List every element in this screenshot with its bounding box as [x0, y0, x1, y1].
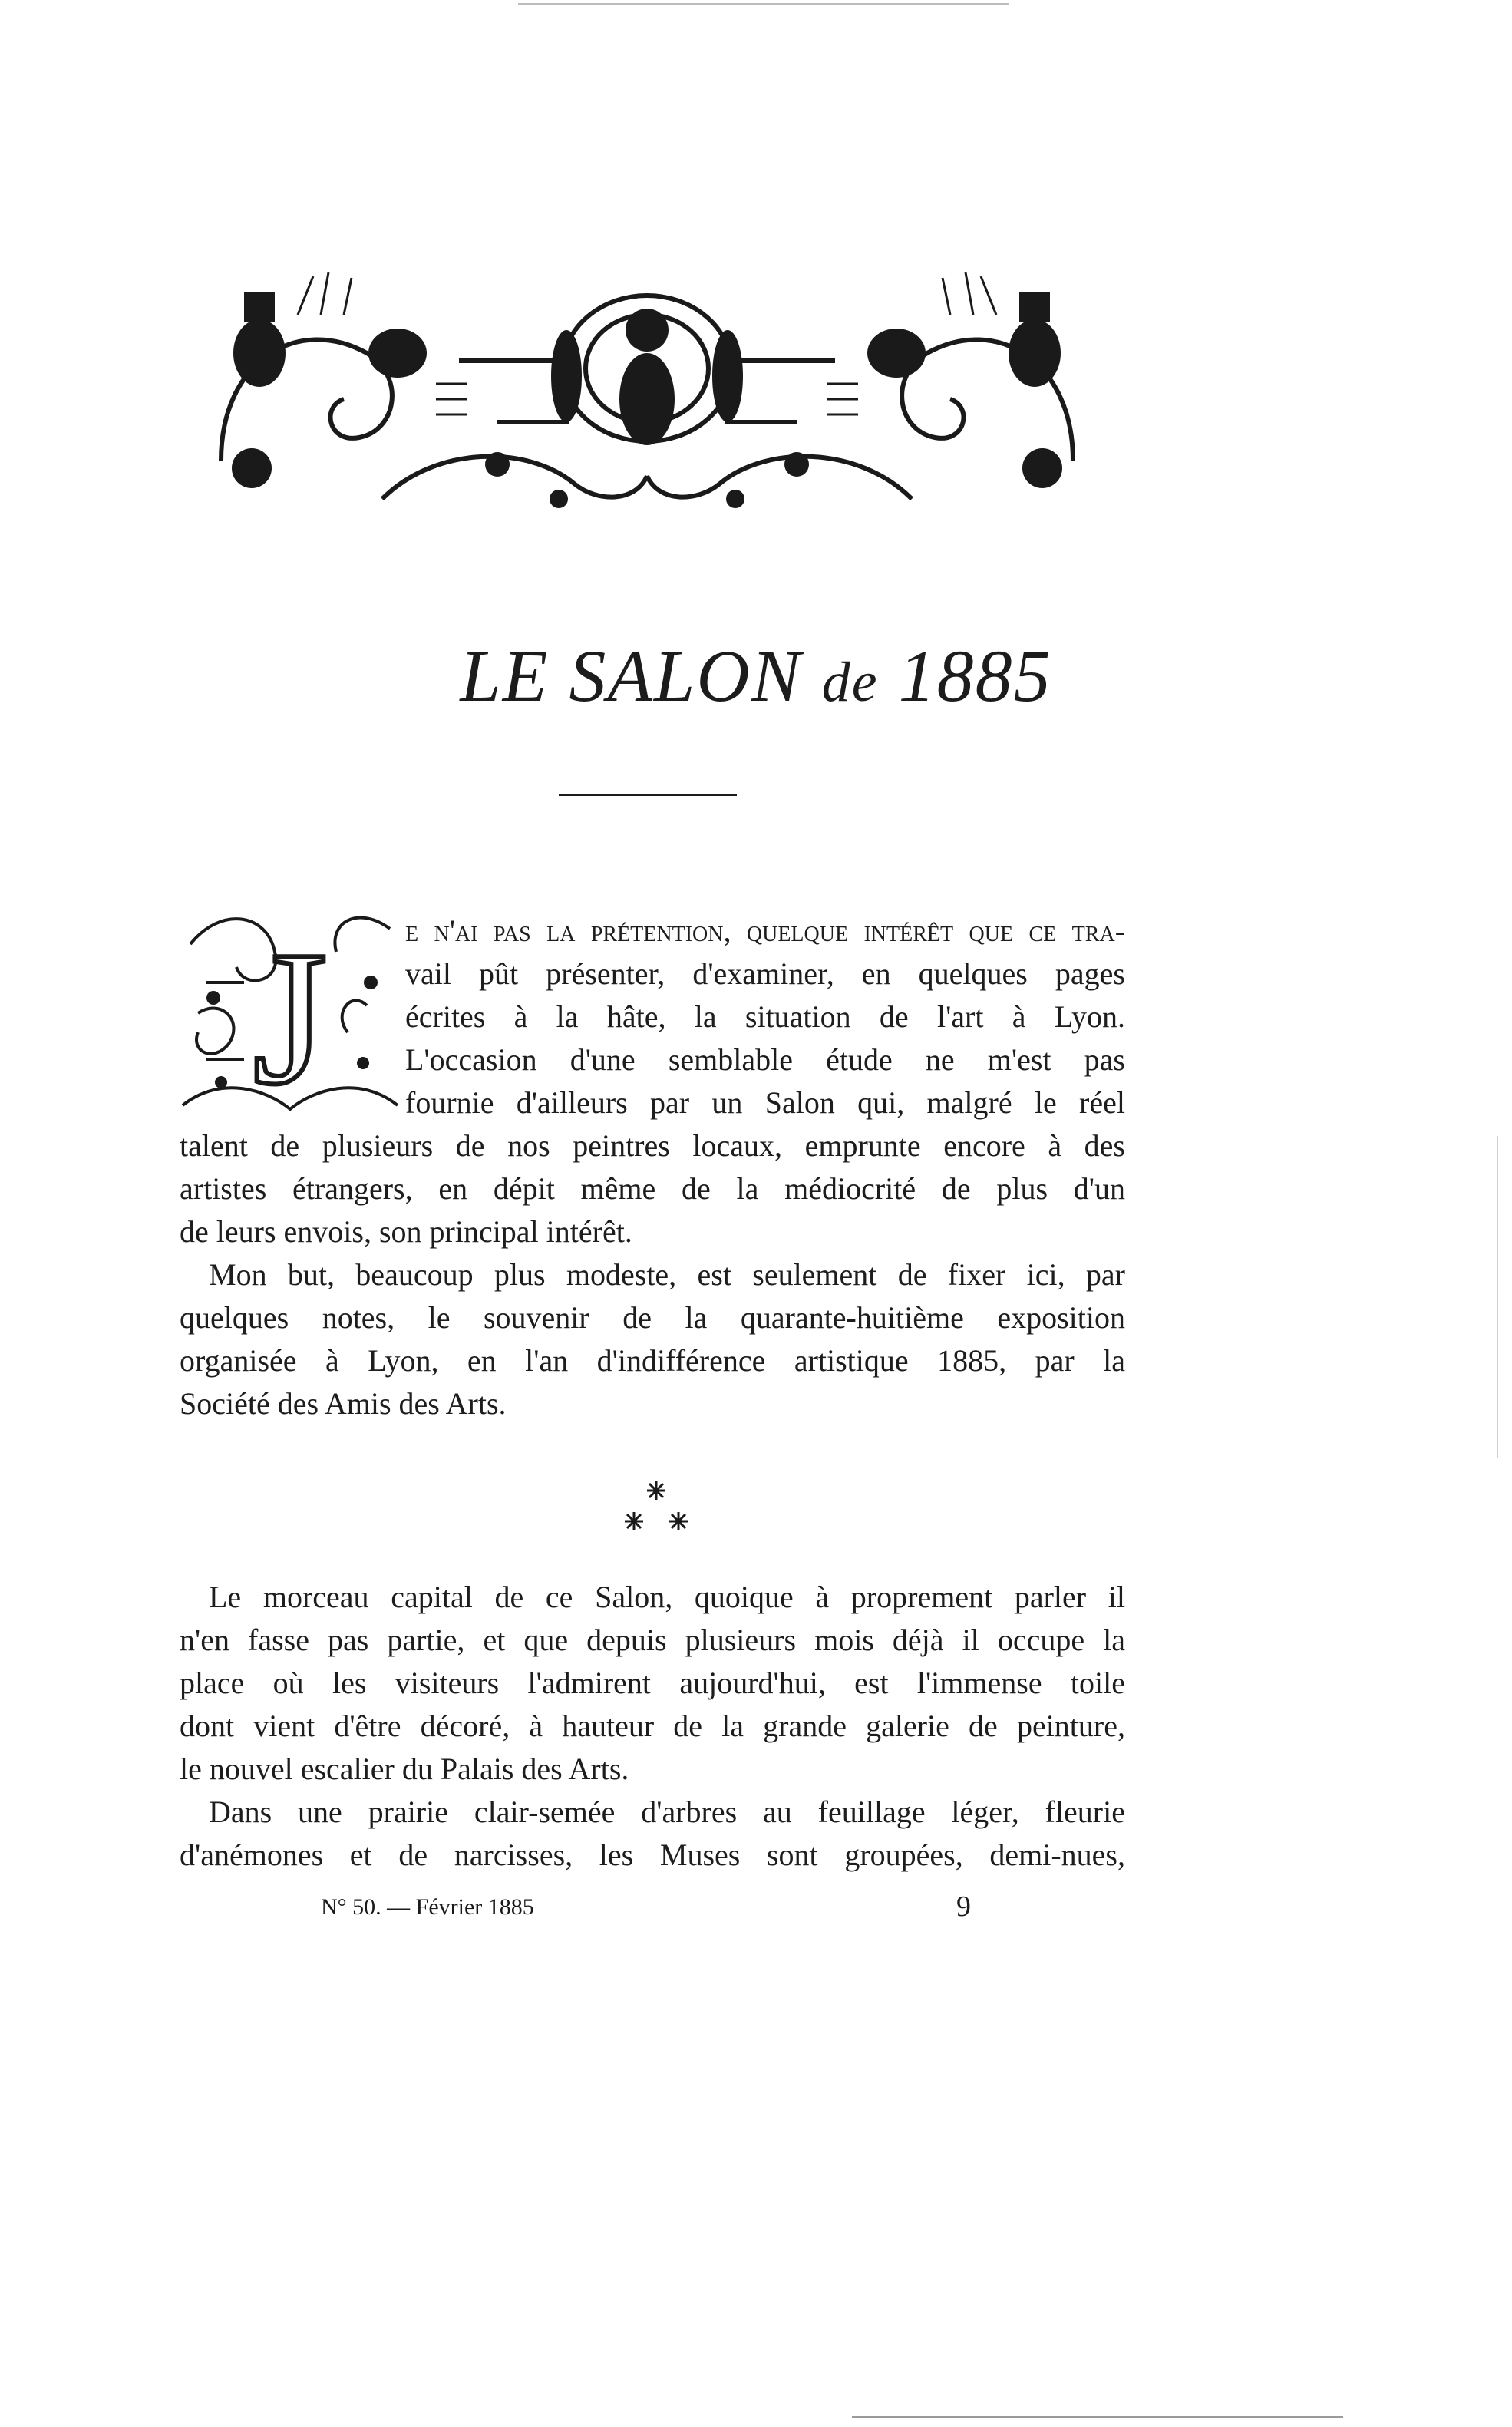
text-line: organisée à Lyon, en l'an d'indifférence artistique 1885, par la	[180, 1343, 1125, 1378]
text-line: de leurs envois, son principal intérêt.	[180, 1214, 632, 1249]
text-line: quelques notes, le souvenir de la quarante-huitième exposition	[180, 1300, 1125, 1335]
text-line: fournie d'ailleurs par un Salon qui, malgré le réel	[405, 1085, 1125, 1120]
text-line: Mon but, beaucoup plus modeste, est seulement de fixer ici, par	[209, 1257, 1125, 1292]
ornamental-headpiece	[206, 269, 1088, 514]
initial-letter: J	[253, 912, 328, 1121]
issue-footer: N° 50. — Février 1885	[321, 1894, 534, 1920]
title-de: de	[821, 651, 879, 714]
title-rule	[559, 794, 737, 796]
scan-edge-top	[518, 3, 1009, 5]
text-line: d'anémones et de narcisses, les Muses sont groupées, demi-nues,	[180, 1838, 1125, 1872]
article-title	[0, 633, 1512, 718]
page-number: 9	[956, 1890, 971, 1923]
text-line: Société des Amis des Arts.	[180, 1386, 507, 1421]
text-line: Dans une prairie clair-semée d'arbres au feuillage léger, fleurie	[209, 1795, 1125, 1829]
text-line: n'en fasse pas partie, et que depuis plusieurs mois déjà il occupe la	[180, 1623, 1125, 1657]
text-line: le nouvel escalier du Palais des Arts.	[180, 1752, 629, 1786]
text-line: artistes étrangers, en dépit même de la médiocrité de plus d'un	[180, 1171, 1125, 1206]
decorated-initial	[175, 898, 405, 1121]
asterism	[0, 1474, 1512, 1543]
text-line: e n'ai pas la prétention, quelque intérêt que ce tra-	[405, 913, 1125, 948]
scan-edge-right	[1497, 1136, 1498, 1458]
text-line: Le morceau capital de ce Salon, quoique à proprement parler il	[209, 1580, 1125, 1614]
text-line: place où les visiteurs l'admirent aujourd'hui, est l'immense toile	[180, 1666, 1125, 1700]
text-line: dont vient d'être décoré, à hauteur de la grande galerie de peinture,	[180, 1709, 1125, 1743]
title-year: 1885	[898, 635, 1052, 717]
text-line: L'occasion d'une semblable étude ne m'est pas	[405, 1042, 1125, 1077]
text-line: écrites à la hâte, la situation de l'art à Lyon.	[405, 999, 1125, 1034]
text-line: vail pût présenter, d'examiner, en quelques pages	[405, 956, 1125, 991]
text-line: talent de plusieurs de nos peintres locaux, emprunte encore à des	[180, 1128, 1125, 1163]
scan-edge-bottom	[852, 2416, 1343, 2418]
title-main: LE SALON	[460, 635, 802, 717]
